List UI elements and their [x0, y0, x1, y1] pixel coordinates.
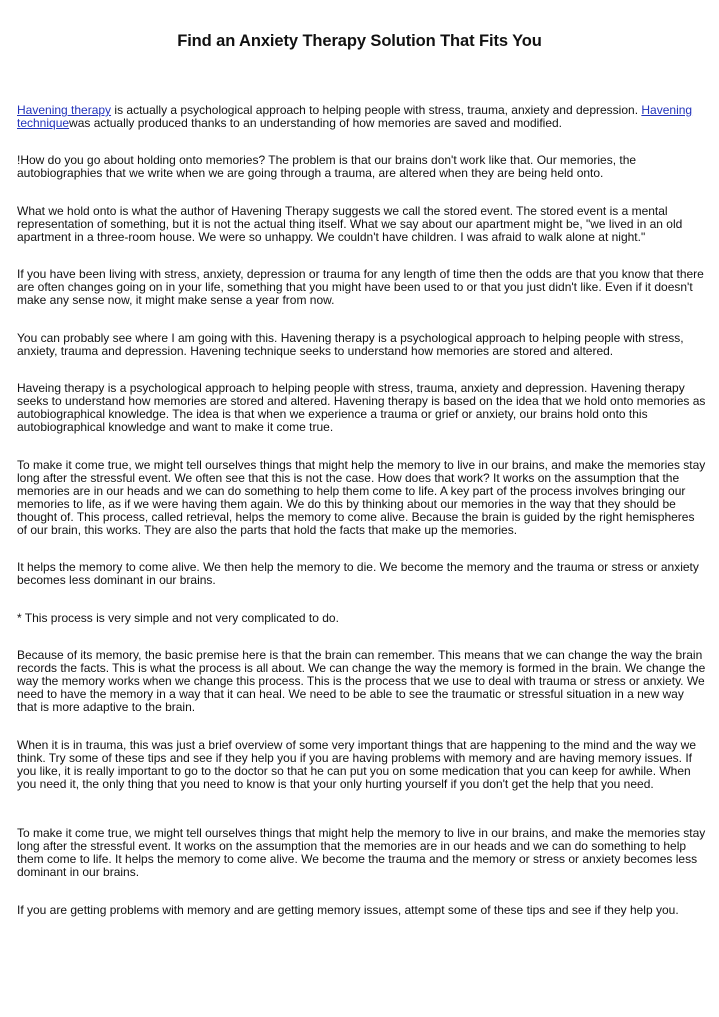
paragraph-8: * This process is very simple and not very complicated to do.: [17, 611, 339, 625]
havening-technique-link[interactable]: Havening technique: [17, 103, 693, 130]
paragraph-12: If you are getting problems with memory and are getting memory issues, attempt some of these tips and see if they help you.: [17, 903, 679, 917]
paragraph-3: If you have been living with stress, anxiety, depression or trauma for any length of time then the odds are that you know that there are often changes going on in your life, something that you might have been used to or that you just didn't like. Even if it doesn't make any sense now, it might make sense a year from now.: [17, 267, 704, 307]
paragraph-10: When it is in trauma, this was just a brief overview of some very important things that are happening to the mind and the way we think. Try some of these tips and see if they help you if you are having problems with memory and are having memory issues. If you like, it is really important to go to the doctor so that he can put you on some medication that you can keep for awhile. When you need it, the only thing that you need to know is that your only hurting yourself if you don't get the help that you need.: [17, 738, 697, 791]
paragraph-4: You can probably see where I am going with this. Havening therapy is a psychological approach to helping people with stress, anxiety, trauma and depression. Havening technique seeks to understand how memories are stored and altered.: [17, 331, 684, 358]
paragraph-2: What we hold onto is what the author of Havening Therapy suggests we call the stored event. The stored event is a mental representation of something, but it is not the actual thing itself. What we say about our apartment might be, "we lived in an old apartment in a three-room house. We were so unhappy. We couldn't have children. I was afraid to walk alone at night.": [17, 204, 683, 244]
paragraph-11: To make it come true, we might tell ourselves things that might help the memory to live in our brains, and make the memories stay long after the stressful event. It works on the assumption that the memories are in our heads and we can do something to help them come to life. It helps the memory to come alive. We become the trauma and the memory or stress or anxiety becomes less dominant in our brains.: [17, 826, 706, 879]
paragraph-6: To make it come true, we might tell ourselves things that might help the memory to live in our brains, and make the memories stay long after the stressful event. We often see that this is not the case. How does that work? It works on the assumption that the memories are in our heads and we can do something to help them come to life. A key part of the process involves bringing our memories to life, as if we were having them again. We do this by thinking about our memories in the way that they should be thought of. This process, called retrieval, helps the memory to come alive. Because the brain is guided by the right hemispheres of our brain, this works. They are also the parts that hold the facts that make up the memories.: [17, 458, 706, 537]
page-title: Find an Anxiety Therapy Solution That Fits You: [177, 32, 542, 50]
paragraph-9: Because of its memory, the basic premise here is that the brain can remember. This means that we can change the way the brain records the facts. This is what the process is all about. We can change the way the memory is formed in the brain. We change the way the memory works when we change this process. This is the process that we use to deal with trauma or stress or anxiety. We need to have the memory in a way that it can heal. We need to be able to see the traumatic or stressful situation in a new way that is more adaptive to the brain.: [17, 648, 706, 714]
intro-text-2: was actually produced thanks to an understanding of how memories are saved and modified.: [69, 116, 563, 130]
paragraph-7: It helps the memory to come alive. We then help the memory to die. We become the memory and the trauma or stress or anxiety becomes less dominant in our brains.: [17, 560, 699, 587]
paragraph-1: !How do you go about holding onto memories? The problem is that our brains don't work like that. Our memories, the autobiographies that we write when we are going through a trauma, are altered when they are being held onto.: [17, 153, 637, 180]
intro-paragraph: [17, 104, 707, 130]
paragraph-5: Haveing therapy is a psychological approach to helping people with stress, trauma, anxiety and depression. Havening therapy seeks to understand how memories are stored and altered. Havening therapy is based on the idea that we hold onto memories as autobiographical knowledge. The idea is that when we experience a trauma or grief or anxiety, our brains hold onto this autobiographical knowledge and want to make it come true.: [17, 381, 706, 434]
intro-text-1: is actually a psychological approach to helping people with stress, trauma, anxiety and depression.: [111, 103, 642, 117]
havening-therapy-link[interactable]: Havening therapy: [17, 103, 112, 117]
